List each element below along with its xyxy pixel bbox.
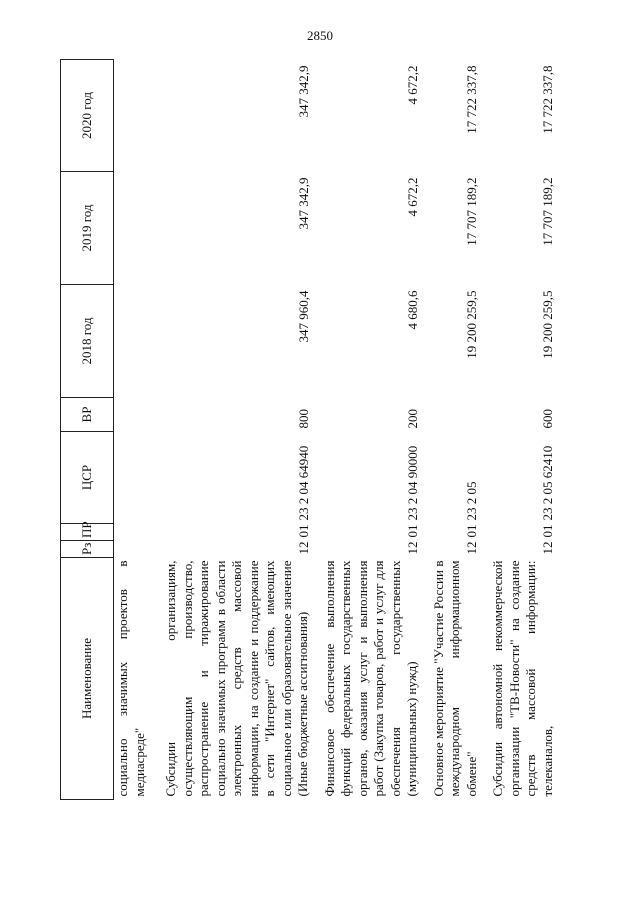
col-header-2020: 2020 год <box>61 60 114 172</box>
col-header-name: Наименование <box>61 558 114 800</box>
table-header-row <box>61 60 114 800</box>
row-2019 <box>114 172 160 285</box>
row-csr: 23 2 04 90000 <box>404 445 420 521</box>
row-2018: 19 200 259,5 <box>540 290 555 359</box>
col-header-vr: ВР <box>61 398 114 432</box>
table-row <box>486 60 562 800</box>
table-row <box>318 60 427 800</box>
row-vr: 200 <box>404 409 420 429</box>
row-csr: 23 2 04 64940 <box>295 445 311 521</box>
row-2020: 17 722 337,8 <box>464 65 479 134</box>
col-header-2018: 2018 год <box>61 285 114 398</box>
col-header-pr: ПР <box>61 524 114 541</box>
row-2018: 19 200 259,5 <box>464 290 479 359</box>
table-row <box>427 60 487 800</box>
row-vr: 800 <box>295 409 311 429</box>
row-vr <box>114 398 160 432</box>
row-2019: 4 672,2 <box>404 177 420 217</box>
row-2020: 17 722 337,8 <box>540 65 555 134</box>
row-2018: 4 680,6 <box>404 290 420 330</box>
row-csr: 23 2 05 <box>464 481 479 521</box>
row-pr: 01 <box>464 524 479 538</box>
row-name: социально значимых проектов в медиасреде" <box>115 560 147 797</box>
row-vr: 600 <box>540 409 555 429</box>
col-header-2019: 2019 год <box>61 172 114 285</box>
row-pr: 01 <box>295 524 311 538</box>
page-number: 2850 <box>307 28 333 43</box>
row-name: Субсидии автономной некоммерческой организации "ТВ-Новости" на создание средств массовой информации: телеканалов, <box>490 560 555 797</box>
row-rz: 12 <box>464 541 479 555</box>
row-2018 <box>114 285 160 398</box>
row-rz: 12 <box>404 541 420 555</box>
row-name: Финансовое обеспечение выполнения функций федеральных государственных органов, оказания услуг и выполнения работ (Закупка товаров, работ и услуг для обеспечения государственных (муниципальных) нужд) <box>321 560 419 797</box>
table-row <box>114 60 160 800</box>
row-vr <box>427 398 487 432</box>
row-rz: 12 <box>295 541 311 555</box>
row-2019: 17 707 189,2 <box>540 177 555 246</box>
rotated-table-container <box>60 60 590 800</box>
row-pr <box>114 524 160 541</box>
row-rz <box>114 541 160 558</box>
col-header-rz: Рз <box>61 541 114 558</box>
row-csr: 23 2 05 62410 <box>540 445 555 521</box>
row-2020: 4 672,2 <box>404 65 420 105</box>
row-2019: 17 707 189,2 <box>464 177 479 246</box>
row-pr: 01 <box>404 524 420 538</box>
table-row <box>159 60 318 800</box>
row-name: Субсидии организациям, осуществляющим производство, распространение и тиражирование социально значимых программ в области электронных средств массовой информации, на создание и поддержание в сети "Интернет" сайтов, имеющих социальное или образовательное значение (Иные бюджетные ассигнования) <box>163 560 310 797</box>
row-csr <box>114 432 160 524</box>
row-name: Основное мероприятие "Участие России в международном информационном обмене" <box>430 560 479 797</box>
row-rz: 12 <box>540 541 555 555</box>
budget-table <box>60 59 562 800</box>
row-2018: 347 960,4 <box>295 290 311 343</box>
row-2019: 347 342,9 <box>295 177 311 230</box>
col-header-csr: ЦСР <box>61 432 114 524</box>
row-2020: 347 342,9 <box>295 65 311 118</box>
row-pr: 01 <box>540 524 555 538</box>
row-2020 <box>114 60 160 172</box>
